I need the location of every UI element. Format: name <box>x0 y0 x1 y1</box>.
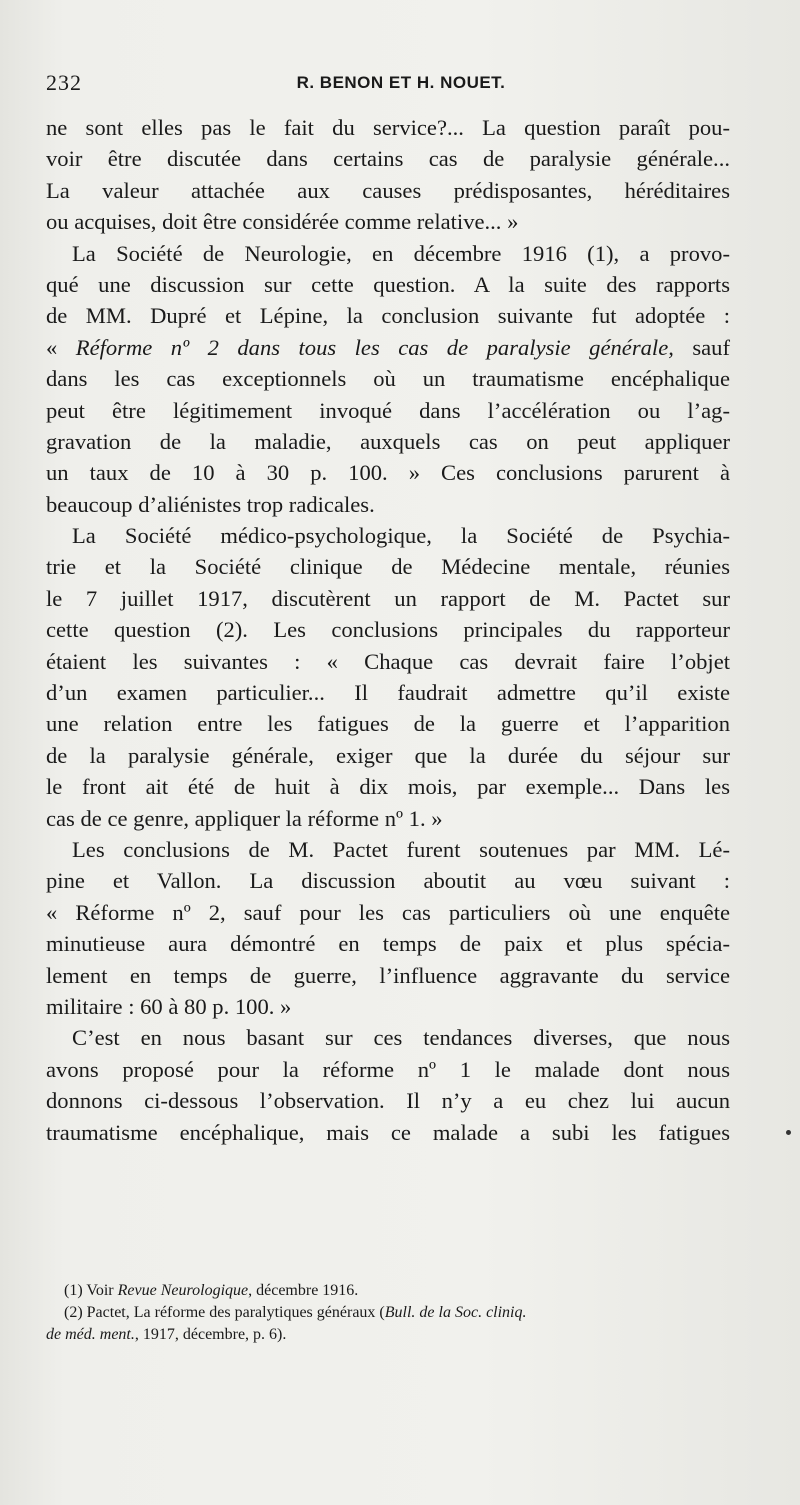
ink-speck <box>786 1130 791 1135</box>
text-line: traumatisme encéphalique, mais ce malade a subi les fatigues <box>46 1119 730 1145</box>
text-line: avons proposé pour la réforme nº 1 le malade dont nous <box>46 1056 730 1082</box>
text-line: trie et la Société clinique de Médecine mentale, réunies <box>46 554 730 580</box>
paragraph-start: C’est en nous basant sur ces tendances diverses, que nous <box>72 1025 730 1051</box>
page-number: 232 <box>46 70 82 95</box>
text-line: donnons ci-dessous l’observation. Il n’y a eu chez lui aucun <box>46 1088 730 1114</box>
text-line: beaucoup d’aliénistes trop radicales. <box>46 491 375 517</box>
page-header <box>46 66 736 102</box>
text-line: qué une discussion sur cette question. A la suite des rapports <box>46 271 730 297</box>
paragraph-start: Les conclusions de M. Pactet furent soutenues par MM. Lé- <box>72 836 730 862</box>
text-line: pine et Vallon. La discussion aboutit au vœu suivant : <box>46 868 730 894</box>
text-line: ne sont elles pas le fait du service?... La question paraît pou- <box>46 115 730 140</box>
quote-tail: sauf <box>673 334 730 360</box>
text-line: voir être discutée dans certains cas de paralysie générale... <box>46 146 730 172</box>
text-line: La valeur attachée aux causes prédisposantes, héréditaires <box>46 177 730 203</box>
paragraph-start: La Société de Neurologie, en décembre 1916 (1), a provo- <box>72 240 730 266</box>
text-line: d’un examen particulier... Il faudrait admettre qu’il existe <box>46 680 730 706</box>
text-line-italic-quote <box>46 332 730 363</box>
text-line: « Réforme nº 2, sauf pour les cas particuliers où une enquête <box>46 899 730 925</box>
footnote-2-suffix: , 1917, décembre, p. 6). <box>134 1326 287 1343</box>
footnote-2-prefix: (2) Pactet, La réforme des paralytiques généraux ( <box>64 1304 385 1321</box>
footnote-1 <box>46 1280 746 1302</box>
text-line: de MM. Dupré et Lépine, la conclusion suivante fut adoptée : <box>46 303 730 329</box>
footnote-1-suffix: , décembre 1916. <box>248 1282 359 1299</box>
text-line: ou acquises, doit être considérée comme relative... » <box>46 209 519 235</box>
footnote-1-prefix: (1) Voir <box>64 1282 118 1299</box>
text-line: dans les cas exceptionnels où un traumatisme encéphalique <box>46 366 730 392</box>
running-head: R. BENON ET H. NOUET. <box>296 73 506 92</box>
text-line: minutieuse aura démontré en temps de paix et plus spécia- <box>46 931 730 957</box>
paragraph-start: La Société médico-psychologique, la Société de Psychia- <box>72 523 730 549</box>
text-line: le front ait été de huit à dix mois, par exemple... Dans les <box>46 774 730 800</box>
footnote-2 <box>46 1302 746 1324</box>
text-line: cette question (2). Les conclusions principales du rapporteur <box>46 617 730 643</box>
text-line: le 7 juillet 1917, discutèrent un rapport de M. Pactet sur <box>46 585 730 611</box>
text-line: lement en temps de guerre, l’influence aggravante du service <box>46 962 730 988</box>
italic-quote: Réforme nº 2 dans tous les cas de paralysie générale, <box>75 334 674 360</box>
text-line: une relation entre les fatigues de la guerre et l’apparition <box>46 711 730 737</box>
text-line: militaire : 60 à 80 p. 100. » <box>46 993 292 1019</box>
text-line: un taux de 10 à 30 p. 100. » Ces conclusions parurent à <box>46 460 730 486</box>
text-line: gravation de la maladie, auxquels cas on peut appliquer <box>46 428 730 454</box>
open-quote: « <box>46 334 76 360</box>
footnote-2-journal-cont: de méd. ment. <box>46 1326 135 1343</box>
footnotes <box>46 1280 746 1346</box>
footnote-2-continuation <box>46 1324 746 1346</box>
footnote-1-journal: Revue Neurologique <box>117 1282 249 1299</box>
text-line: étaient les suivantes : « Chaque cas devrait faire l’objet <box>46 648 730 674</box>
text-line: cas de ce genre, appliquer la réforme nº 1. » <box>46 805 443 831</box>
body-text <box>46 112 730 1148</box>
footnote-2-journal: Bull. de la Soc. cliniq. <box>384 1304 527 1321</box>
text-line: peut être légitimement invoqué dans l’accélération ou l’ag- <box>46 397 730 423</box>
text-line: de la paralysie générale, exiger que la durée du séjour sur <box>46 742 730 768</box>
